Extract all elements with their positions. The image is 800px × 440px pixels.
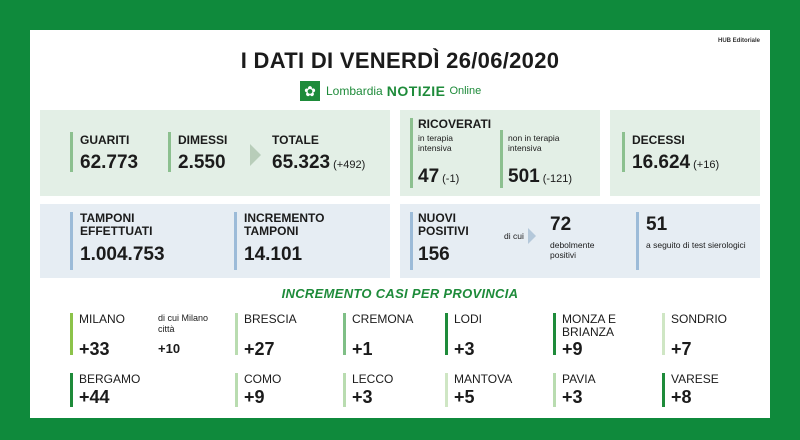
province-value: +3 — [562, 387, 583, 407]
brand-part-online: Online — [449, 85, 482, 97]
province-name: LODI — [454, 312, 483, 326]
province-lodi — [445, 313, 545, 359]
non-intensiva-delta: (-121) — [542, 173, 573, 185]
hospitalized-panel — [400, 110, 600, 196]
editor-credit: HUB Editoriale — [717, 38, 760, 44]
intensiva-label: in terapia intensiva — [418, 133, 453, 153]
province-lecco — [343, 373, 443, 411]
decessi-label: DECESSI — [632, 133, 685, 147]
dimessi-value: 2.550 — [178, 152, 226, 173]
province-value: +7 — [671, 339, 692, 359]
non-intensiva-value — [508, 166, 572, 188]
dimessi-bar — [168, 132, 171, 172]
deboli-label: debolmente positivi — [550, 240, 595, 260]
ricoverati-bar — [410, 118, 413, 188]
infographic-card — [30, 30, 770, 418]
decessi-bar — [622, 132, 625, 172]
brand-logo — [300, 80, 481, 102]
tamponi-value: 1.004.753 — [80, 244, 165, 265]
province-name: MILANO — [79, 312, 126, 326]
decessi-number: 16.624 — [632, 152, 691, 173]
province-name: PAVIA — [562, 372, 596, 386]
province-bar — [553, 373, 556, 407]
province-value: +9 — [244, 387, 265, 407]
province-value: +1 — [352, 339, 373, 359]
province-name: BERGAMO — [79, 372, 141, 386]
province-bar — [70, 313, 73, 355]
province-value: +33 — [79, 339, 110, 359]
province-bar — [70, 373, 73, 407]
sierologici-value: 51 — [646, 214, 668, 235]
province-bar — [662, 313, 665, 355]
guariti-bar — [70, 132, 73, 172]
incremento-tamponi-bar — [234, 212, 237, 270]
province-name: VARESE — [671, 372, 719, 386]
deboli-value: 72 — [550, 214, 572, 235]
province-bar — [553, 313, 556, 355]
new-positives-panel — [400, 204, 760, 278]
province-value: +3 — [454, 339, 475, 359]
non-intensiva-label: non in terapia intensiva — [508, 133, 560, 153]
milano-city-value: +10 — [158, 341, 181, 356]
page-title: I DATI DI VENERDÌ 26/06/2020 — [240, 48, 560, 73]
incremento-tamponi-label: INCREMENTO TAMPONI — [244, 211, 325, 238]
province-cremona — [343, 313, 443, 359]
totale-value — [272, 152, 365, 174]
province-name: SONDRIO — [671, 312, 728, 326]
totale-number: 65.323 — [272, 152, 331, 173]
milano-city-note: di cui Milano città — [158, 313, 209, 334]
non-intensiva-bar — [500, 130, 503, 188]
totale-delta: (+492) — [333, 159, 366, 171]
province-bar — [235, 313, 238, 355]
di-cui-label: di cui — [504, 231, 524, 241]
province-name: BRESCIA — [244, 312, 297, 326]
chevron-right-icon — [250, 144, 261, 166]
province-value: +44 — [79, 387, 110, 407]
province-mantova — [445, 373, 545, 411]
province-value: +27 — [244, 339, 275, 359]
tests-panel — [40, 204, 390, 278]
intensiva-value — [418, 166, 459, 188]
province-name: LECCO — [352, 372, 394, 386]
province-bergamo — [70, 373, 220, 411]
nuovi-positivi-bar — [410, 212, 413, 270]
dimessi-label: DIMESSI — [178, 133, 228, 147]
province-como — [235, 373, 335, 411]
province-pavia — [553, 373, 653, 411]
nuovi-positivi-label: NUOVI POSITIVI — [418, 211, 469, 238]
province-brescia — [235, 313, 335, 359]
province-name: MANTOVA — [454, 372, 513, 386]
tamponi-label: TAMPONI EFFETTUATI — [80, 211, 153, 238]
guariti-label: GUARITI — [80, 133, 130, 147]
non-intensiva-number: 501 — [508, 166, 540, 187]
province-name: COMO — [244, 372, 282, 386]
brand-part-lombardia: Lombardia — [326, 84, 383, 98]
recovered-panel — [40, 110, 390, 196]
deaths-panel — [610, 110, 760, 196]
guariti-value: 62.773 — [80, 152, 139, 173]
provinces-title: INCREMENTO CASI PER PROVINCIA — [281, 286, 519, 301]
province-bar — [662, 373, 665, 407]
province-value: +3 — [352, 387, 373, 407]
province-milano — [70, 313, 220, 359]
ricoverati-label: RICOVERATI — [418, 117, 492, 131]
lombardia-flower-icon: ✿ — [300, 81, 320, 101]
province-sondrio — [662, 313, 762, 359]
decessi-value — [632, 152, 719, 174]
province-bar — [445, 313, 448, 355]
intensiva-number: 47 — [418, 166, 440, 187]
decessi-delta: (+16) — [693, 159, 720, 171]
province-bar — [343, 373, 346, 407]
province-bar — [235, 373, 238, 407]
sierologici-bar — [636, 212, 639, 270]
brand-part-notizie: NOTIZIE — [386, 83, 446, 99]
nuovi-positivi-value: 156 — [418, 244, 450, 265]
chevron-right-icon — [528, 228, 536, 244]
totale-label: TOTALE — [272, 133, 319, 147]
intensiva-delta: (-1) — [442, 173, 460, 185]
tamponi-bar — [70, 212, 73, 270]
province-name: CREMONA — [352, 312, 414, 326]
province-monza — [553, 313, 653, 359]
province-value: +5 — [454, 387, 475, 407]
sierologici-label: a seguito di test sierologici — [646, 240, 746, 250]
province-bar — [445, 373, 448, 407]
province-name: MONZA E BRIANZA — [562, 312, 617, 339]
province-bar — [343, 313, 346, 355]
province-varese — [662, 373, 762, 411]
incremento-tamponi-value: 14.101 — [244, 244, 303, 265]
province-value: +9 — [562, 339, 583, 359]
province-value: +8 — [671, 387, 692, 407]
